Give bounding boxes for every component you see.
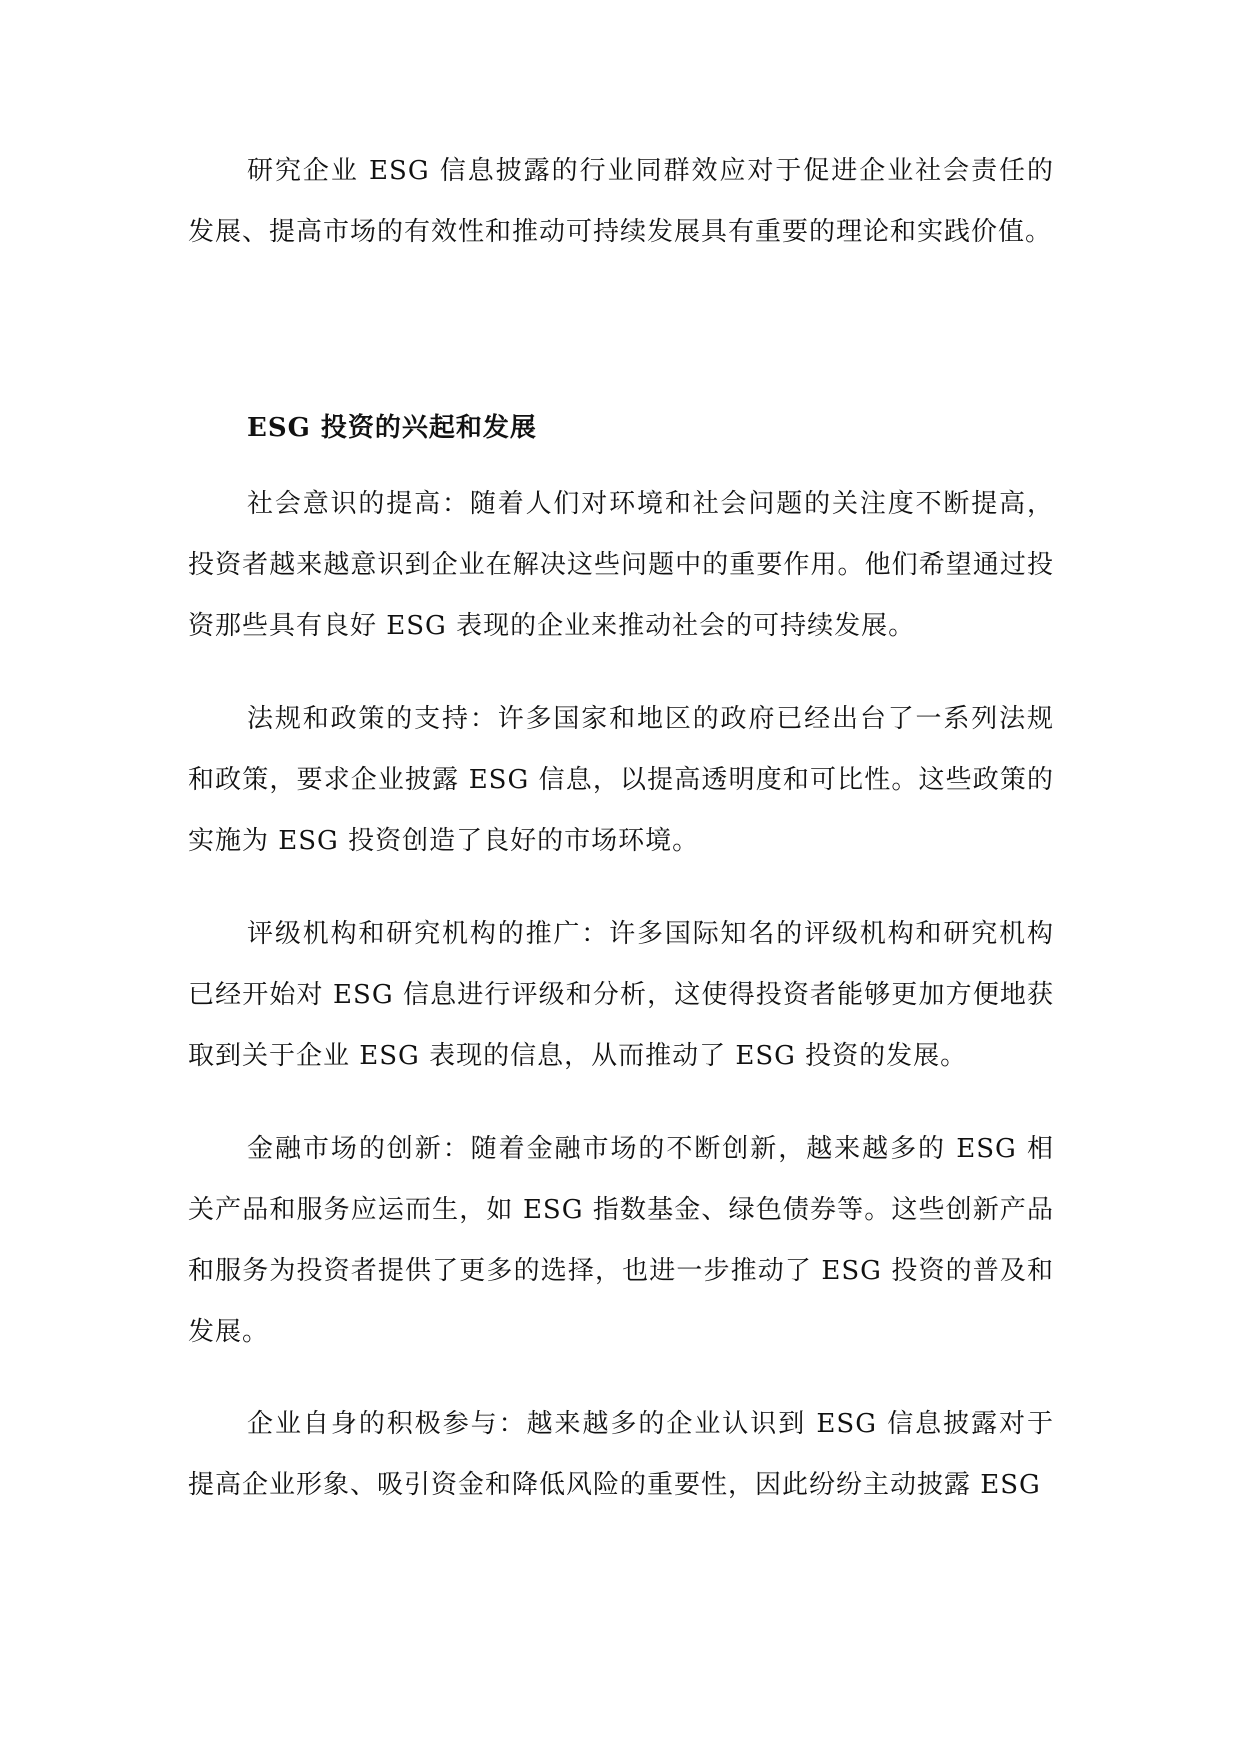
paragraph-regulation-support: 法规和政策的支持：许多国家和地区的政府已经出台了一系列法规和政策，要求企业披露 ESG 信息，以提高透明度和可比性。这些政策的实施为 ESG 投资创造了良好的市场环境。 bbox=[188, 704, 1054, 856]
paragraph-financial-innovation: 金融市场的创新：随着金融市场的不断创新，越来越多的 ESG 相关产品和服务应运而生，如 ESG 指数基金、绿色债券等。这些创新产品和服务为投资者提供了更多的选择，也进一步推动了 ESG 投资的普及和发展。 bbox=[188, 1134, 1054, 1347]
paragraph-social-awareness: 社会意识的提高：随着人们对环境和社会问题的关注度不断提高，投资者越来越意识到企业在解决这些问题中的重要作用。他们希望通过投资那些具有良好 ESG 表现的企业来推动社会的可持续发展。 bbox=[188, 489, 1054, 641]
paragraph-rating-agencies: 评级机构和研究机构的推广：许多国际知名的评级机构和研究机构已经开始对 ESG 信息进行评级和分析，这使得投资者能够更加方便地获取到关于企业 ESG 表现的信息，从而推动了 ESG 投资的发展。 bbox=[188, 919, 1054, 1071]
paragraph-corporate-participation: 企业自身的积极参与：越来越多的企业认识到 ESG 信息披露对于提高企业形象、吸引资金和降低风险的重要性，因此纷纷主动披露 ESG bbox=[188, 1409, 1054, 1500]
intro-paragraph: 研究企业 ESG 信息披露的行业同群效应对于促进企业社会责任的发展、提高市场的有效性和推动可持续发展具有重要的理论和实践价值。 bbox=[188, 156, 1054, 247]
section-heading: ESG 投资的兴起和发展 bbox=[247, 413, 537, 443]
